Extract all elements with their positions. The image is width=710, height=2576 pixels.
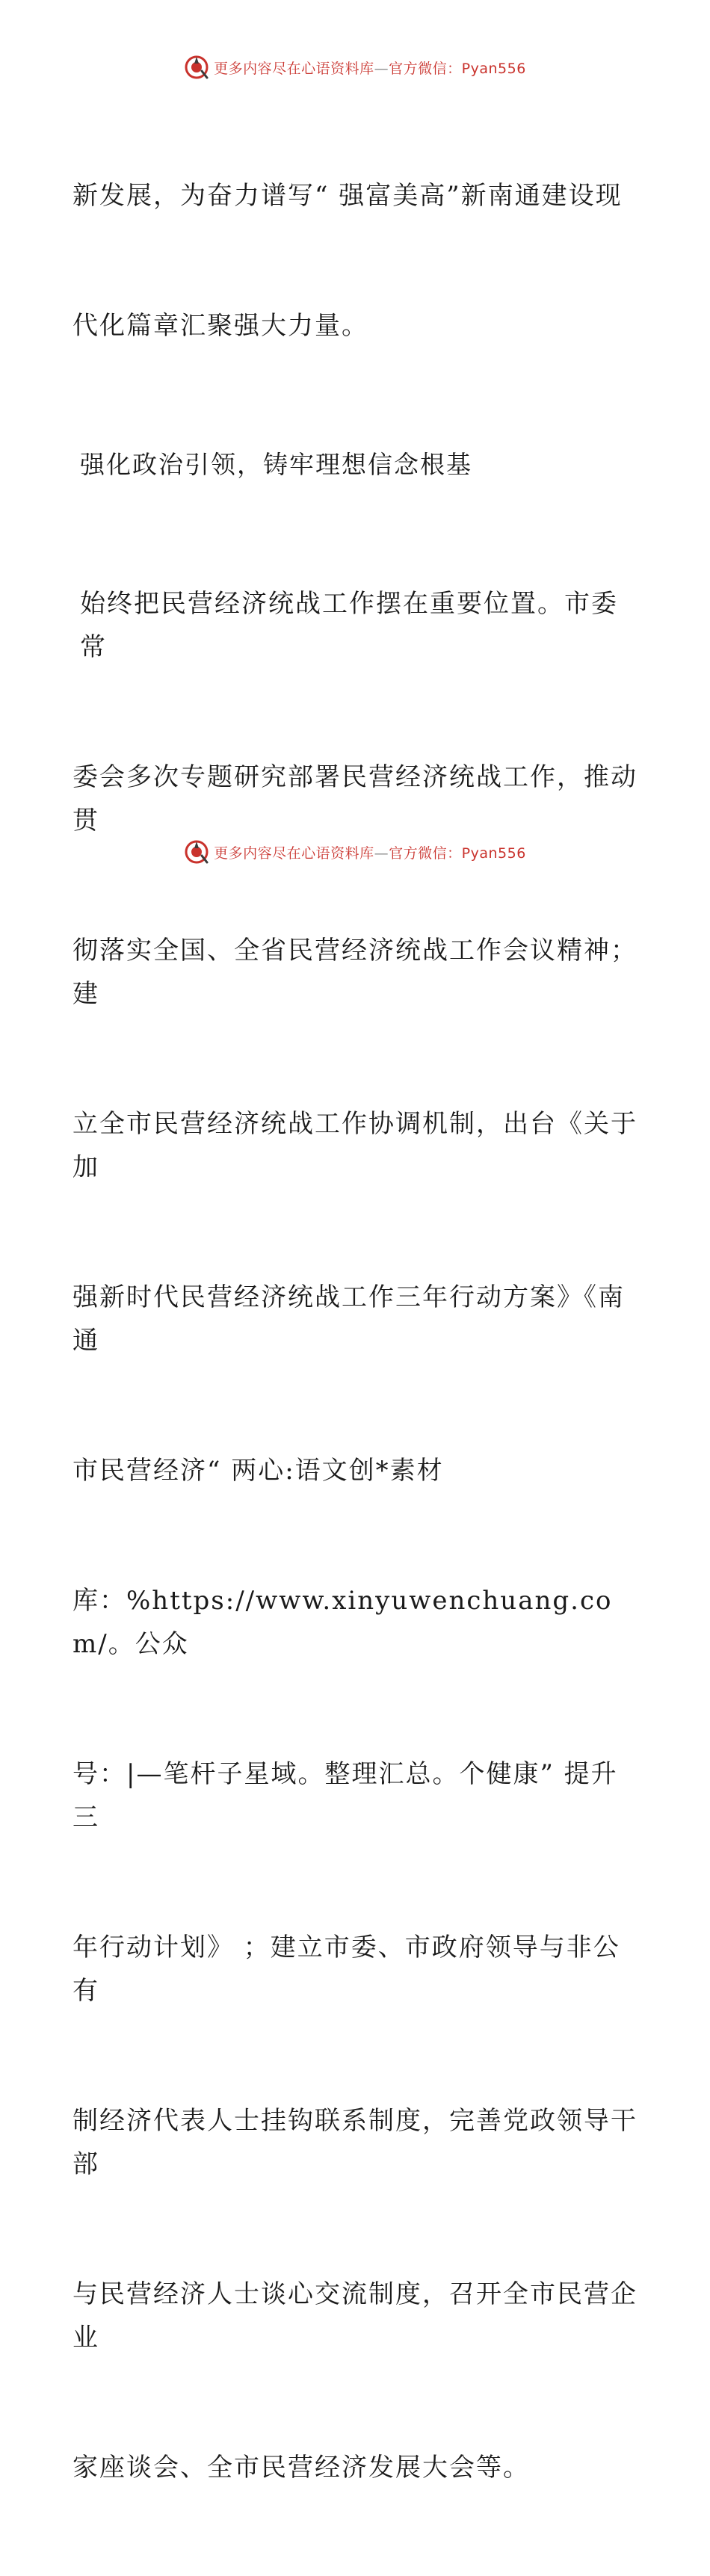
text-line: 委会多次专题研究部署民营经济统战工作，推动贯 [72, 762, 638, 835]
section-heading: 强化政治引领，铸牢理想信念根基 [80, 450, 472, 479]
text-line: 彻落实全国、全省民营经济统战工作会议精神；建 [72, 936, 638, 1009]
header-wechat: 官方微信：Pyan556 [389, 60, 526, 77]
text-line: 与民营经济人士谈心交流制度，召开全市民营企业 [72, 2279, 638, 2353]
document-body [72, 87, 640, 2576]
brand-logo-icon [184, 839, 209, 865]
text-line: 库：%https://www.xinyuwenchuang.com/。公众 [72, 1586, 613, 1659]
text-line: 强新时代民营经济统战工作三年行动方案》《南通 [72, 1282, 625, 1356]
brand-logo-icon [184, 55, 209, 80]
text-line: 年行动计划》 ；建立市委、市政府领导与非公有 [72, 1933, 620, 2006]
text-line: 号：|—笔杆子星域。整理汇总。个健康” 提升三 [72, 1759, 618, 1832]
text-line: 立全市民营经济统战工作协调机制，出台《关于加 [72, 1109, 638, 1182]
footer-banner-text [214, 842, 526, 862]
footer-site-name: 更多内容尽在心语资料库 [214, 844, 374, 862]
header-banner [0, 52, 710, 82]
text-line: 制经济代表人士挂钩联系制度，完善党政领导干部 [72, 2106, 638, 2179]
text-line: 始终把民营经济统战工作摆在重要位置。市委常 [80, 589, 618, 662]
paragraph-intro [72, 87, 640, 434]
header-separator: — [374, 60, 389, 77]
text-line: 家座谈会、全市民营经济发展大会等。 [72, 2453, 530, 2483]
footer-wechat: 官方微信：Pyan556 [389, 844, 526, 862]
header-site-name: 更多内容尽在心语资料库 [214, 60, 374, 77]
text-line: 市民营经济“ 两心:语文创*素材 [72, 1456, 444, 1486]
header-banner-text [214, 58, 526, 78]
footer-banner [0, 837, 710, 867]
footer-separator: — [374, 844, 389, 862]
text-line: 新发展，为奋力谱写“ 强富美高”新南通建设现 [72, 181, 623, 211]
text-line: 代化篇章汇聚强大力量。 [72, 311, 368, 341]
paragraph-main [72, 495, 640, 2576]
